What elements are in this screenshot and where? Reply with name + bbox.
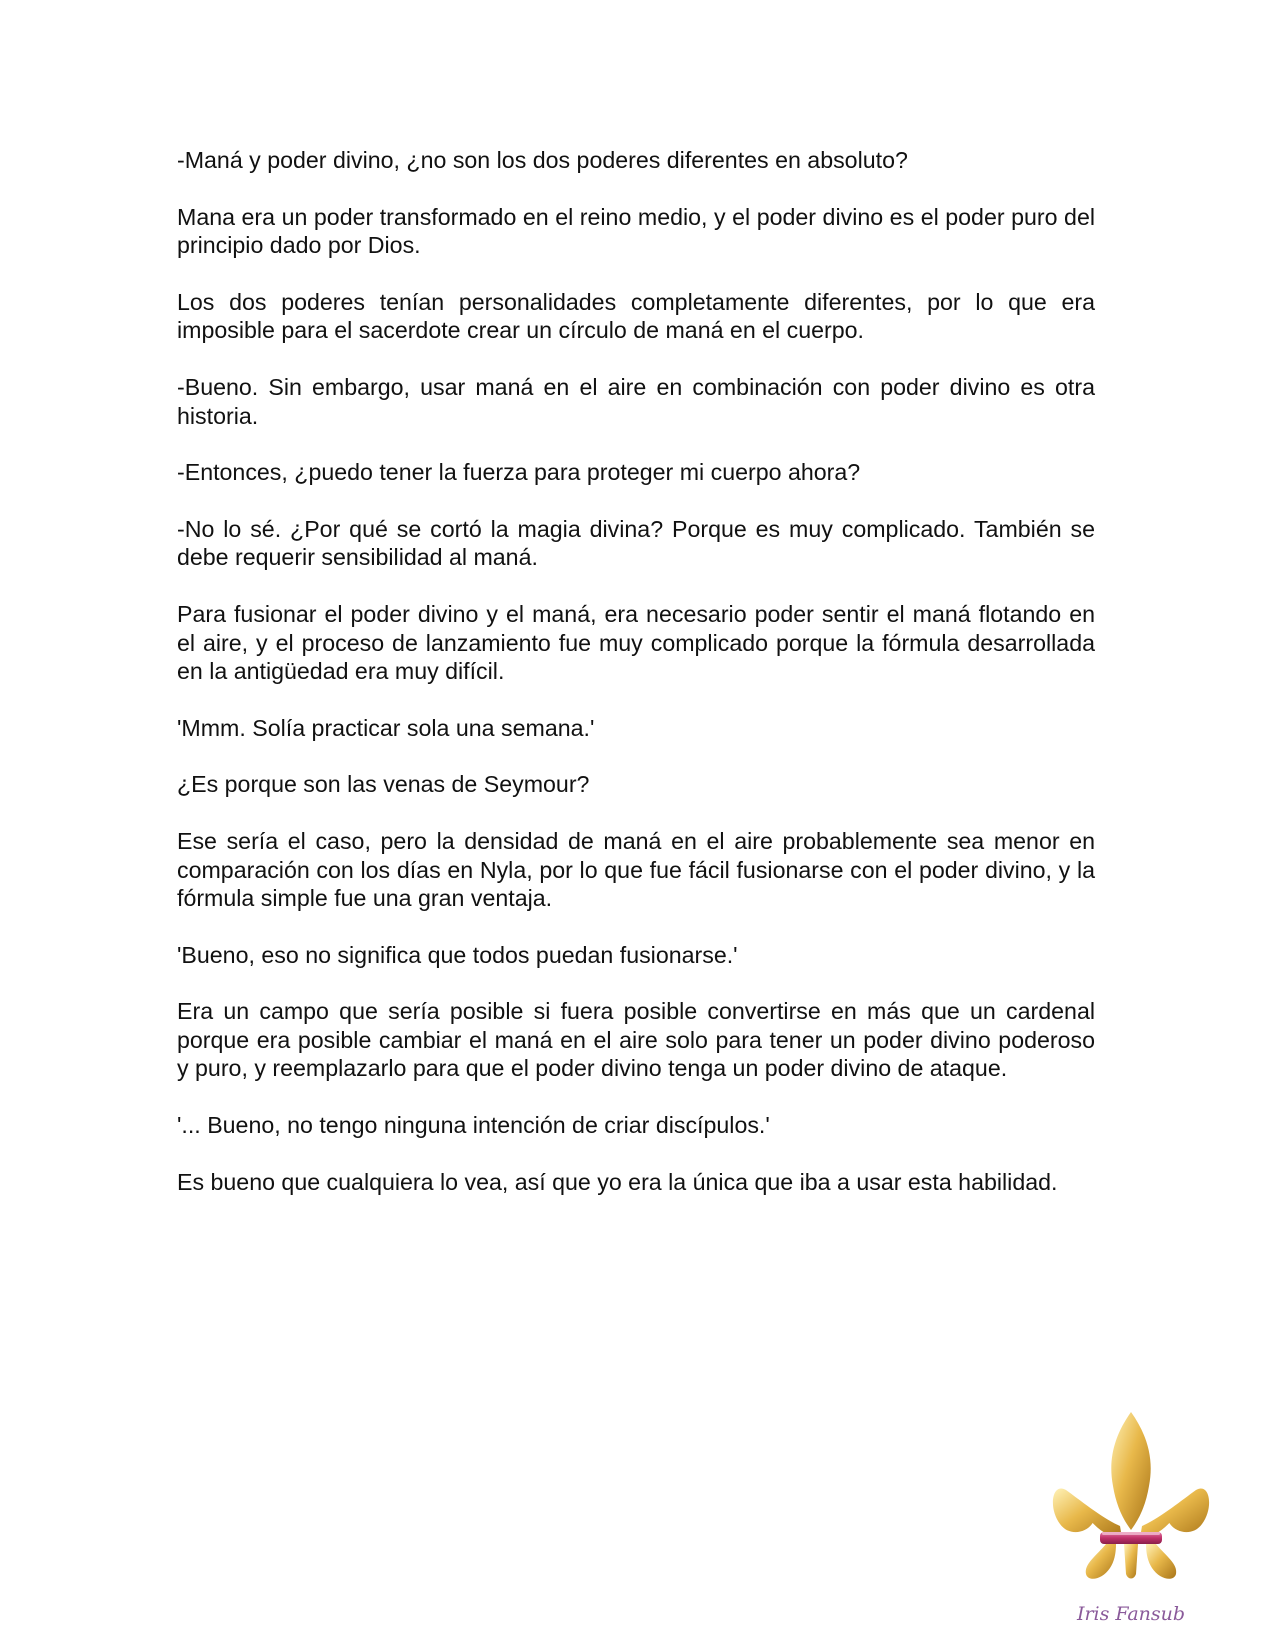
paragraph: Es bueno que cualquiera lo vea, así que yo era la única que iba a usar esta habilidad. bbox=[177, 1168, 1058, 1195]
paragraph: ¿Es porque son las venas de Seymour? bbox=[177, 771, 590, 798]
paragraph: Los dos poderes tenían personalidades completamente diferentes, por lo que era imposible para el sacerdote crear un círculo de maná en el cuerpo. bbox=[177, 288, 1095, 344]
fansub-logo bbox=[1050, 1408, 1212, 1630]
paragraph: 'Bueno, eso no significa que todos puedan fusionarse.' bbox=[177, 941, 738, 968]
fleur-de-lis-icon bbox=[1050, 1408, 1212, 1630]
paragraph: -Maná y poder divino, ¿no son los dos poderes diferentes en absoluto? bbox=[177, 147, 908, 173]
document-body bbox=[177, 146, 1095, 1224]
paragraph: -No lo sé. ¿Por qué se cortó la magia divina? Porque es muy complicado. También se debe requerir sensibilidad al maná. bbox=[177, 515, 1095, 571]
paragraph: '... Bueno, no tengo ninguna intención de criar discípulos.' bbox=[177, 1112, 770, 1139]
paragraph: Mana era un poder transformado en el reino medio, y el poder divino es el poder puro del principio dado por Dios. bbox=[177, 203, 1095, 259]
paragraph: Era un campo que sería posible si fuera posible convertirse en más que un cardenal porque era posible cambiar el maná en el aire solo para tener un poder divino poderoso y puro, y reemplazarlo para que el poder divino tenga un poder divino de ataque. bbox=[177, 998, 1095, 1082]
paragraph: Ese sería el caso, pero la densidad de maná en el aire probablemente sea menor en comparación con los días en Nyla, por lo que fue fácil fusionarse con el poder divino, y la fórmula simple fue una gran ventaja. bbox=[177, 827, 1095, 912]
paragraph: 'Mmm. Solía practicar sola una semana.' bbox=[177, 714, 595, 741]
watermark-text: Iris Fansub bbox=[1076, 1603, 1186, 1625]
paragraph: Para fusionar el poder divino y el maná, era necesario poder sentir el maná flotando en el aire, y el proceso de lanzamiento fue muy complicado porque la fórmula desarrollada en la antigüedad era muy difícil. bbox=[177, 600, 1095, 685]
paragraph: -Bueno. Sin embargo, usar maná en el aire en combinación con poder divino es otra historia. bbox=[177, 373, 1095, 429]
paragraph: -Entonces, ¿puedo tener la fuerza para proteger mi cuerpo ahora? bbox=[177, 459, 861, 486]
